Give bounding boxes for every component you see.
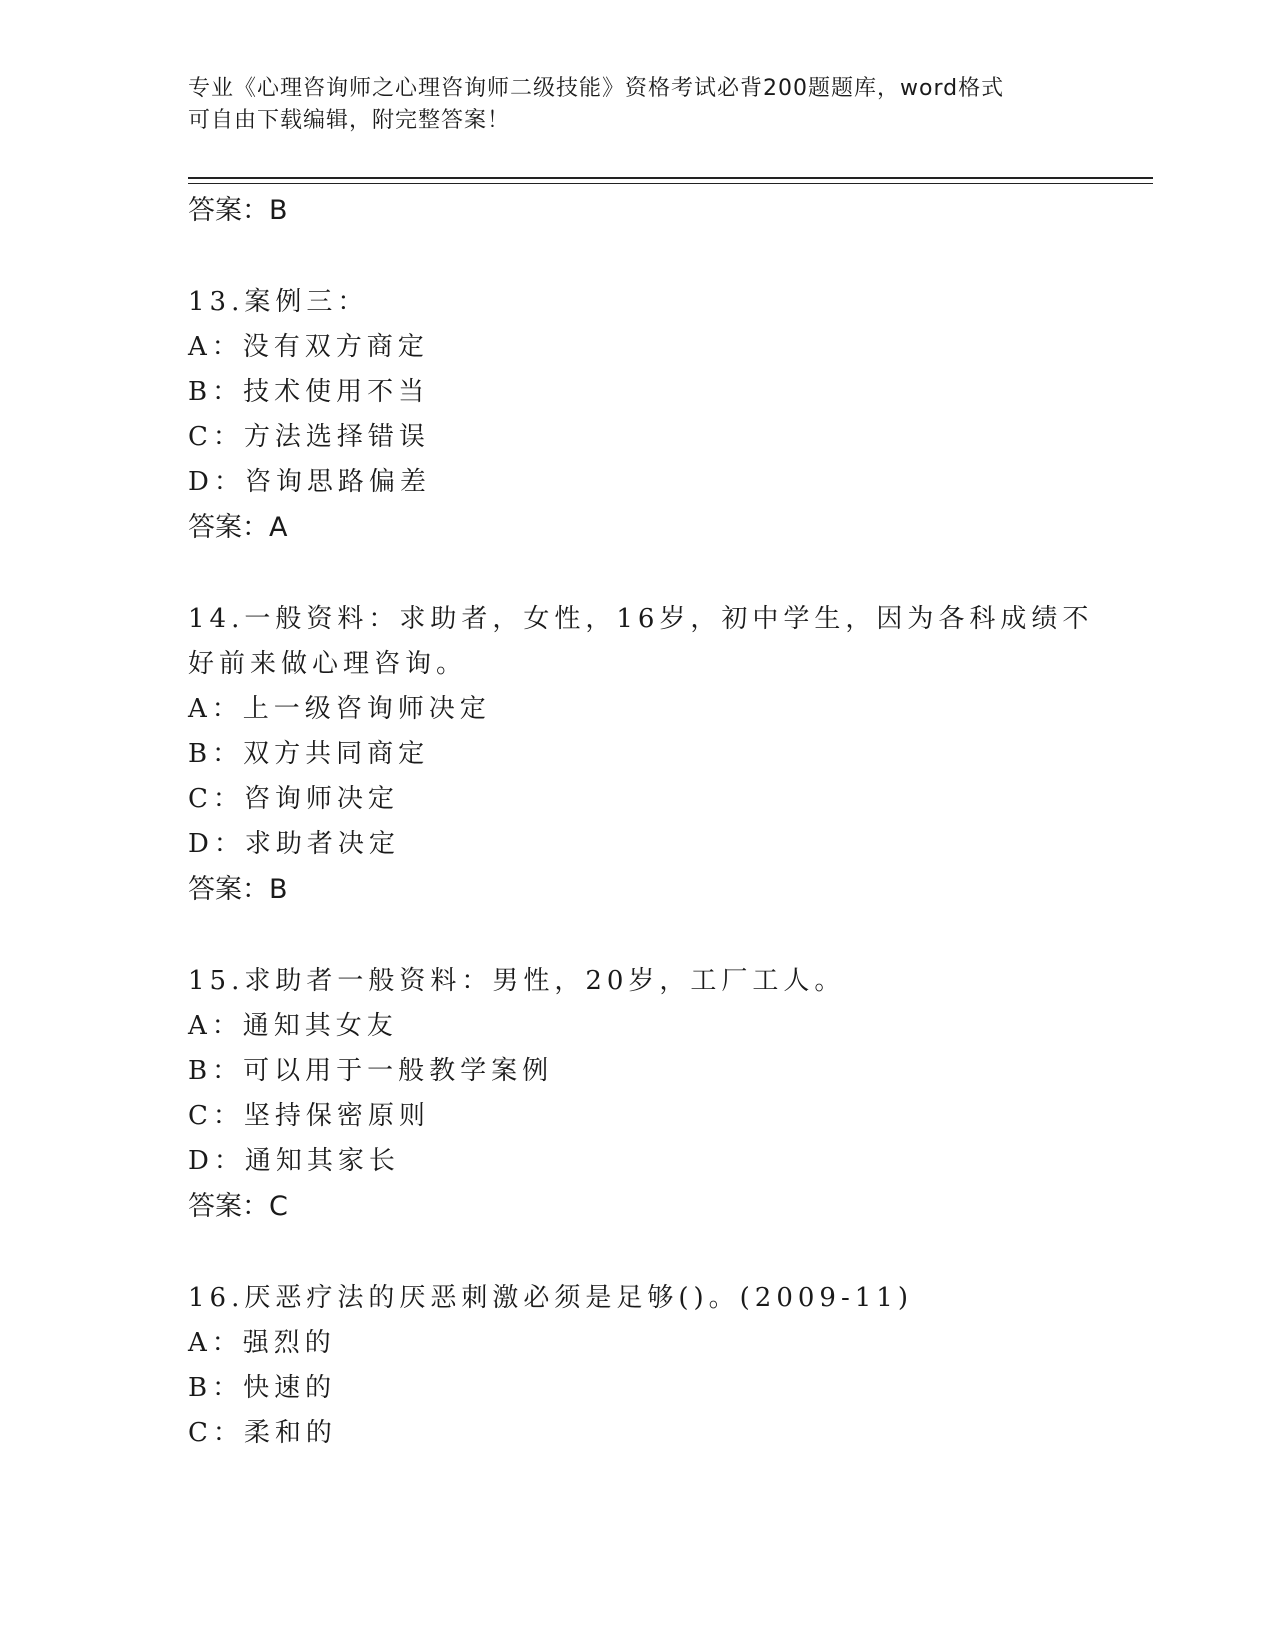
- option-b: B：技术使用不当: [188, 377, 430, 407]
- header-rule-thin: [188, 183, 1153, 184]
- option-d: D：求助者决定: [188, 829, 400, 859]
- question-stem: 16.厌恶疗法的厌恶刺激必须是足够()。(2009-11): [188, 1283, 913, 1313]
- spacer: [188, 234, 1108, 280]
- question-list: [188, 188, 1108, 1456]
- document-header: [188, 73, 1088, 137]
- option-c: C：方法选择错误: [188, 422, 430, 452]
- spacer: [188, 1230, 1108, 1276]
- option-a: A：通知其女友: [188, 1011, 398, 1041]
- spacer: [188, 551, 1108, 597]
- option-a: A：上一级咨询师决定: [188, 694, 491, 724]
- option-d: D：咨询思路偏差: [188, 467, 431, 497]
- header-rule-thick: [188, 177, 1153, 179]
- answer-line: 答案：C: [188, 1191, 288, 1222]
- option-a: A：没有双方商定: [188, 332, 429, 362]
- question-stem: 15.求助者一般资料：男性，20岁，工厂工人。: [188, 966, 846, 996]
- option-b: B：双方共同商定: [188, 739, 430, 769]
- option-a: A：强烈的: [188, 1328, 336, 1358]
- question-stem: 13.案例三：: [188, 287, 369, 317]
- previous-answer: 答案：B: [188, 195, 288, 226]
- header-line-1: 专业《心理咨询师之心理咨询师二级技能》资格考试必背200题题库，word格式: [188, 76, 1005, 101]
- option-d: D：通知其家长: [188, 1146, 400, 1176]
- option-c: C：柔和的: [188, 1418, 337, 1448]
- option-c: C：坚持保密原则: [188, 1101, 430, 1131]
- answer-line: 答案：B: [188, 874, 288, 905]
- header-line-2: 可自由下载编辑，附完整答案！: [188, 108, 511, 133]
- option-c: C：咨询师决定: [188, 784, 399, 814]
- question-15: [188, 959, 1108, 1230]
- spacer: [188, 913, 1108, 959]
- option-b: B：可以用于一般教学案例: [188, 1056, 554, 1086]
- question-16: [188, 1276, 1108, 1456]
- option-b: B：快速的: [188, 1373, 337, 1403]
- question-13: [188, 280, 1108, 551]
- question-stem: 14.一般资料：求助者，女性，16岁，初中学生，因为各科成绩不好前来做心理咨询。: [188, 604, 1094, 679]
- question-14: [188, 597, 1108, 913]
- answer-line: 答案：A: [188, 512, 288, 543]
